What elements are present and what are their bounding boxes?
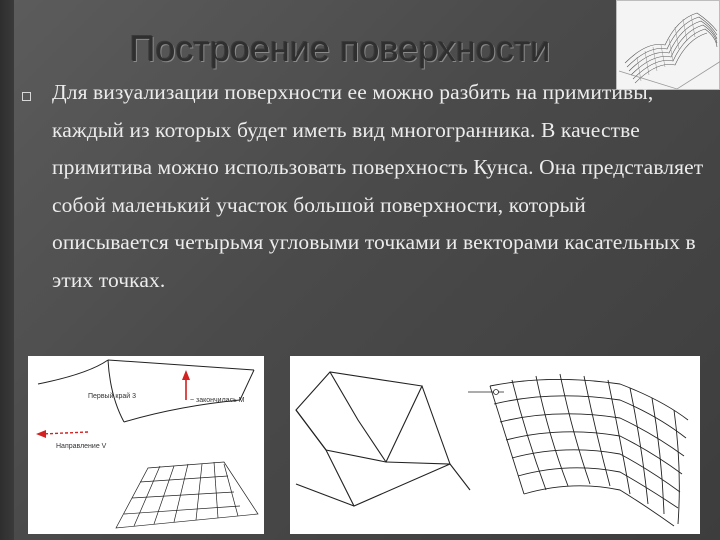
control-point-marker [494, 390, 499, 395]
label-first-edge: Первый край 3 [88, 393, 137, 400]
patch-edge-right [240, 370, 254, 400]
slide-body-text: Для визуализации поверхности ее можно разбить на примитивы, каждый из которых будет иметь вид многогранника. В качестве примитива можно использовать поверхность Кунса. Она представляет собой маленький участок большой поверхности, который описывается четырьмя угловыми точками и векторами касательных в этих точках. [52, 80, 704, 292]
patch-edge-inner [108, 360, 124, 422]
grid-surface [490, 374, 688, 526]
patch-edge-top-left [38, 360, 108, 384]
slide-title: Построение поверхности [129, 28, 551, 69]
bullet-icon [22, 92, 31, 101]
label-direction: Направление V [56, 443, 107, 450]
coons-patch-diagram [28, 356, 264, 534]
label-right: ~ закончилась М [190, 397, 245, 404]
surface-mesh-diagram [290, 356, 700, 534]
polyhedron-surface [296, 372, 470, 506]
slide-left-rail [0, 0, 14, 540]
patch-edge-top [108, 360, 254, 370]
